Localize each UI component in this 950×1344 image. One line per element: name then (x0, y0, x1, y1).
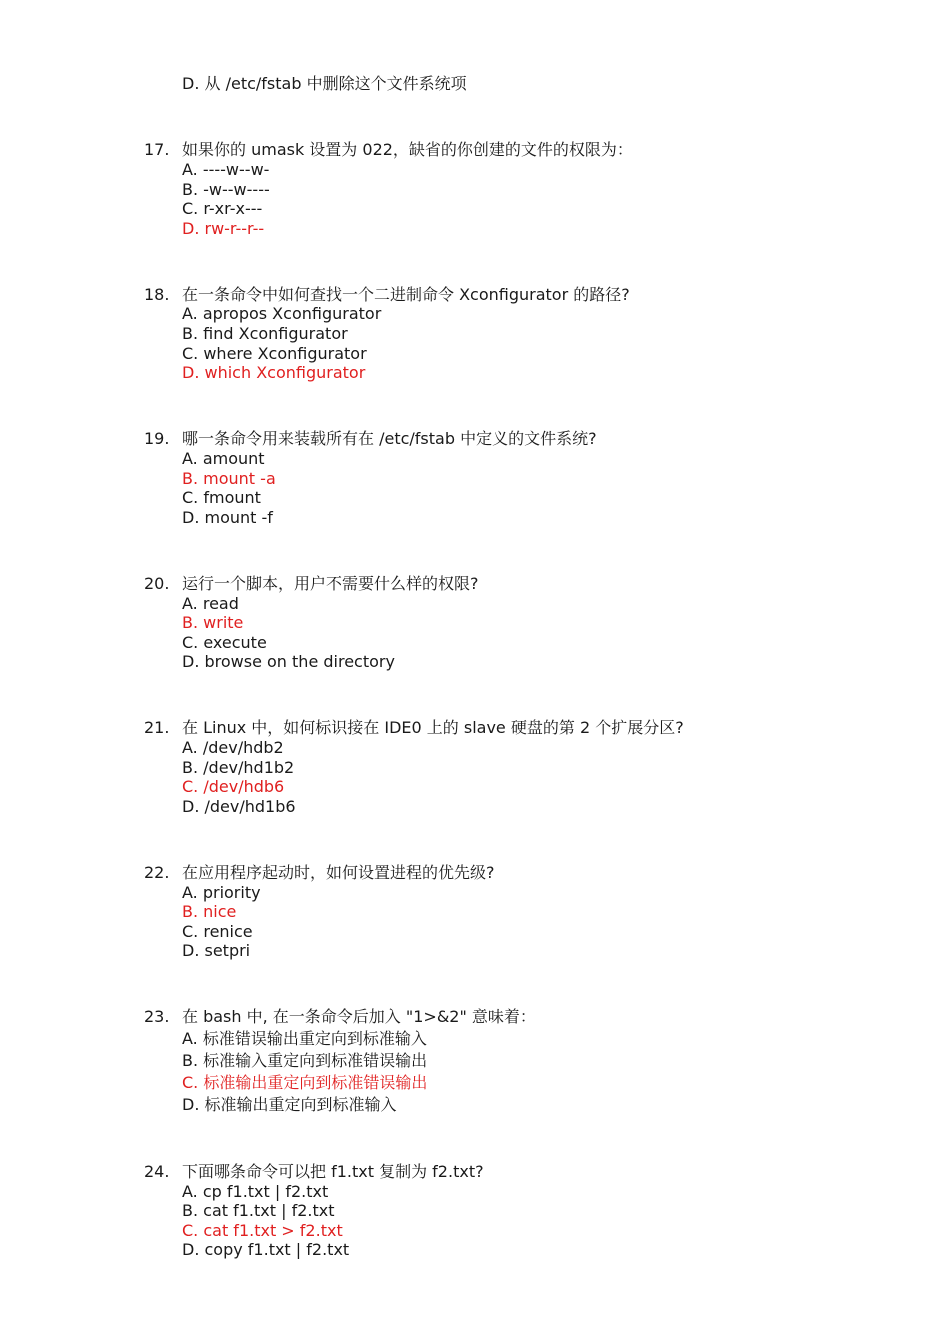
question-22-text: 在应用程序起动时，如何设置进程的优先级? (182, 863, 495, 882)
question-17-text: 如果你的 umask 设置为 022，缺省的你创建的文件的权限为： (182, 140, 633, 159)
question-22-option-c: C. renice (182, 922, 253, 941)
question-17-option-a: A. ----w--w- (182, 160, 270, 179)
question-19-text: 哪一条命令用来装载所有在 /etc/fstab 中定义的文件系统? (182, 429, 597, 448)
question-22-option-b: B. nice (182, 902, 237, 921)
question-21-option-c: C. /dev/hdb6 (182, 777, 285, 796)
question-23-option-d: D. 标准输出重定向到标准输入 (182, 1095, 397, 1114)
question-18-option-a: A. apropos Xconfigurator (182, 304, 382, 323)
question-23-number: 23. (144, 1007, 170, 1026)
question-21-option-a: A. /dev/hdb2 (182, 738, 284, 757)
question-23-option-b: B. 标准输入重定向到标准错误输出 (182, 1051, 428, 1070)
question-23-option-c: C. 标准输出重定向到标准错误输出 (182, 1073, 428, 1092)
question-19-number: 19. (144, 429, 170, 448)
question-19-option-b: B. mount -a (182, 469, 276, 488)
question-18-option-b: B. find Xconfigurator (182, 324, 348, 343)
question-17-option-c: C. r-xr-x--- (182, 199, 263, 218)
question-18-text: 在一条命令中如何查找一个二进制命令 Xconfigurator 的路径? (182, 285, 630, 304)
question-24-number: 24. (144, 1162, 170, 1181)
question-17-option-d: D. rw-r--r-- (182, 219, 265, 238)
question-21-number: 21. (144, 718, 170, 737)
question-24-option-c: C. cat f1.txt > f2.txt (182, 1221, 343, 1240)
question-20-text: 运行一个脚本，用户不需要什么样的权限? (182, 574, 479, 593)
question-22-option-d: D. setpri (182, 941, 251, 960)
question-22-option-a: A. priority (182, 883, 261, 902)
question-24-text: 下面哪条命令可以把 f1.txt 复制为 f2.txt? (182, 1162, 484, 1181)
question-18-option-d: D. which Xconfigurator (182, 363, 366, 382)
question-19-option-c: C. fmount (182, 488, 261, 507)
question-24-option-a: A. cp f1.txt | f2.txt (182, 1182, 329, 1201)
question-20-number: 20. (144, 574, 170, 593)
question-21-option-b: B. /dev/hd1b2 (182, 758, 295, 777)
question-24-option-d: D. copy f1.txt | f2.txt (182, 1240, 350, 1259)
question-19-option-a: A. amount (182, 449, 265, 468)
option-d-q16: D. 从 /etc/fstab 中删除这个文件系统项 (182, 74, 467, 93)
question-22-number: 22. (144, 863, 170, 882)
question-18-option-c: C. where Xconfigurator (182, 344, 367, 363)
question-20-option-d: D. browse on the directory (182, 652, 395, 671)
question-17-number: 17. (144, 140, 170, 159)
question-17-option-b: B. -w--w---- (182, 180, 270, 199)
question-20-option-a: A. read (182, 594, 239, 613)
question-20-option-c: C. execute (182, 633, 267, 652)
question-24-option-b: B. cat f1.txt | f2.txt (182, 1201, 335, 1220)
question-23-option-a: A. 标准错误输出重定向到标准输入 (182, 1029, 427, 1048)
question-19-option-d: D. mount -f (182, 508, 273, 527)
question-18-number: 18. (144, 285, 170, 304)
question-20-option-b: B. write (182, 613, 244, 632)
question-21-text: 在 Linux 中，如何标识接在 IDE0 上的 slave 硬盘的第 2 个扩展分区? (182, 718, 684, 737)
question-21-option-d: D. /dev/hd1b6 (182, 797, 296, 816)
question-23-text: 在 bash 中, 在一条命令后加入 "1>&2" 意味着： (182, 1007, 536, 1026)
